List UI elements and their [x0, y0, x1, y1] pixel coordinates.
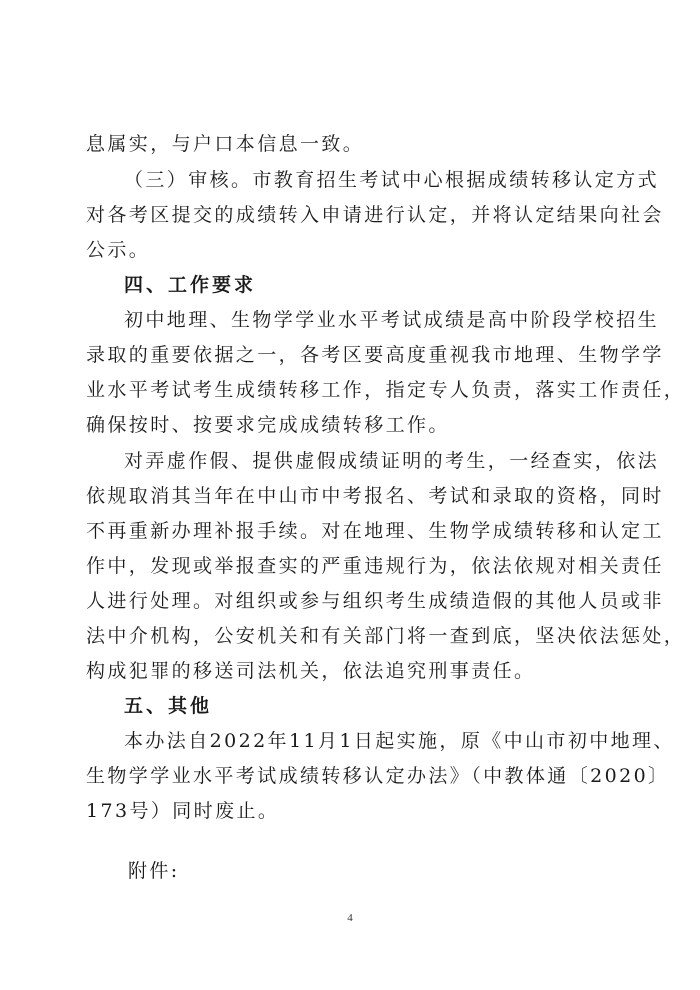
paragraph-line: 人进行处理。对组织或参与组织考生成绩造假的其他人员或非 — [86, 590, 664, 612]
section-heading-work-requirements: 四、工作要求 — [124, 274, 257, 296]
paragraph-line: 法中介机构，公安机关和有关部门将一查到底，坚决依法惩处， — [86, 625, 686, 647]
section-heading-other: 五、其他 — [124, 695, 213, 717]
paragraph-line: 作中，发现或举报查实的严重违规行为，依法依规对相关责任 — [86, 555, 664, 577]
paragraph-line: 录取的重要依据之一，各考区要高度重视我市地理、生物学学 — [86, 344, 664, 366]
paragraph-line: （三）审核。市教育招生考试中心根据成绩转移认定方式 — [124, 169, 660, 191]
page-number: 4 — [347, 912, 353, 924]
paragraph-line: 构成犯罪的移送司法机关，依法追究刑事责任。 — [86, 660, 536, 682]
paragraph-line: 初中地理、生物学学业水平考试成绩是高中阶段学校招生 — [124, 309, 660, 331]
paragraph-line: 确保按时、按要求完成成绩转移工作。 — [86, 414, 450, 436]
paragraph-line: 不再重新办理补报手续。对在地理、生物学成绩转移和认定工 — [86, 520, 664, 542]
paragraph-line: 本办法自2022年11月1日起实施，原《中山市初中地理、 — [124, 730, 675, 752]
paragraph-line: 息属实，与户口本信息一致。 — [86, 133, 365, 155]
paragraph-line: 公示。 — [86, 239, 151, 261]
paragraph-line: 对各考区提交的成绩转入申请进行认定，并将认定结果向社会 — [86, 204, 664, 226]
paragraph-line: 业水平考试考生成绩转移工作，指定专人负责，落实工作责任， — [86, 379, 686, 401]
attachment-label: 附件: — [128, 860, 180, 882]
paragraph-line: 生物学学业水平考试成绩转移认定办法》（中教体通〔2020〕 — [86, 765, 670, 787]
paragraph-line: 173号）同时废止。 — [86, 800, 280, 822]
paragraph-line: 对弄虚作假、提供虚假成绩证明的考生，一经查实，依法 — [124, 450, 660, 472]
paragraph-line: 依规取消其当年在中山市中考报名、考试和录取的资格，同时 — [86, 485, 664, 507]
